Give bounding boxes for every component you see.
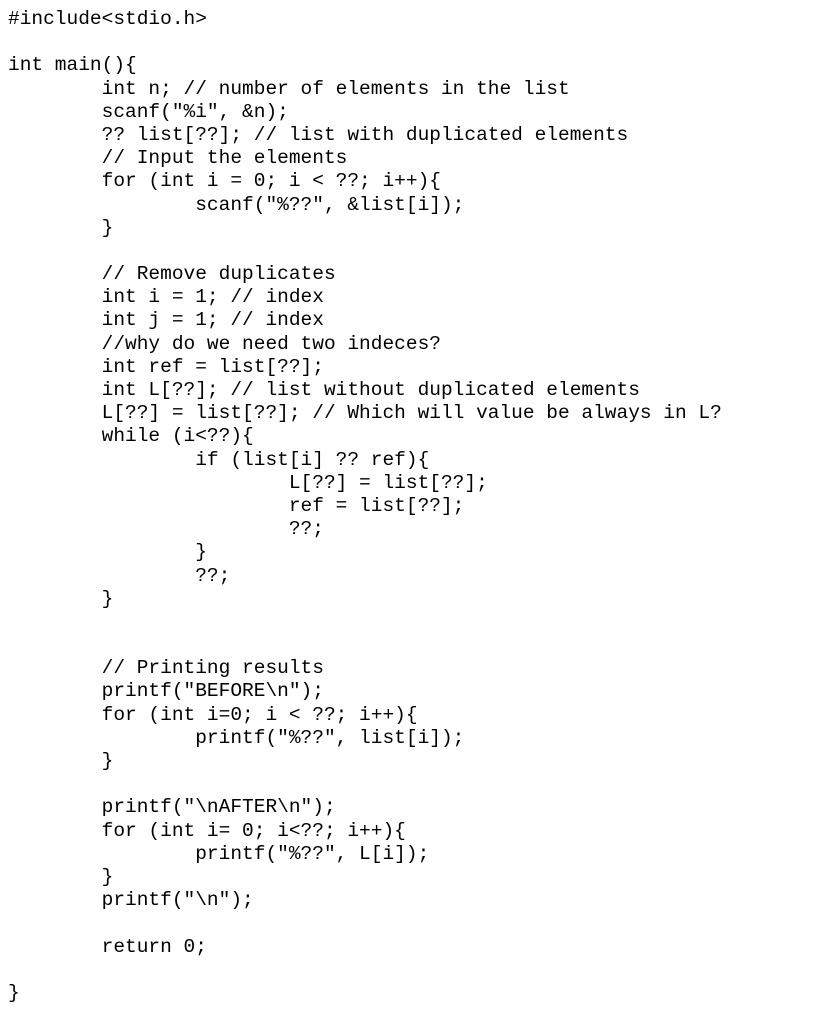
code-line xyxy=(8,959,722,982)
code-line: } xyxy=(8,216,114,239)
code-line: } xyxy=(8,981,20,1004)
code-line: printf("%??", list[i]); xyxy=(8,726,465,749)
code-line: } xyxy=(8,750,114,772)
code-listing xyxy=(8,8,722,1005)
code-line: while (i<??){ xyxy=(8,425,254,448)
code-line: #include<stdio.h> xyxy=(8,8,207,30)
code-line: ?? list[??]; // list with duplicated elements xyxy=(8,123,629,146)
code-line xyxy=(8,611,722,634)
code-line: } xyxy=(8,865,114,888)
code-line xyxy=(8,773,722,796)
code-line: // Remove duplicates xyxy=(8,263,336,286)
code-line: // Input the elements xyxy=(8,147,348,170)
code-line: int j = 1; // index xyxy=(8,309,324,332)
code-line: for (int i= 0; i<??; i++){ xyxy=(8,819,406,842)
code-line: ref = list[??]; xyxy=(8,494,465,517)
code-line: int ref = list[??]; xyxy=(8,355,324,378)
code-line: printf("\n"); xyxy=(8,889,254,912)
code-line: for (int i = 0; i < ??; i++){ xyxy=(8,170,441,193)
code-line: } xyxy=(8,541,207,564)
code-line: printf("\nAFTER\n"); xyxy=(8,796,336,819)
code-line xyxy=(8,912,722,935)
code-line: if (list[i] ?? ref){ xyxy=(8,448,430,471)
code-line: for (int i=0; i < ??; i++){ xyxy=(8,703,418,726)
code-line: int n; // number of elements in the list xyxy=(8,77,570,100)
code-line xyxy=(8,240,722,263)
code-line: printf("BEFORE\n"); xyxy=(8,680,324,703)
code-line xyxy=(8,31,722,54)
code-line: L[??] = list[??]; // Which will value be always in L? xyxy=(8,402,722,425)
code-line: ??; xyxy=(8,564,231,587)
code-line: int main(){ xyxy=(8,54,137,77)
code-line: // Printing results xyxy=(8,657,324,680)
code-line xyxy=(8,634,722,657)
code-line: ??; xyxy=(8,518,324,541)
code-line: //why do we need two indeces? xyxy=(8,332,441,355)
code-line: L[??] = list[??]; xyxy=(8,471,488,494)
code-line: scanf("%??", &list[i]); xyxy=(8,193,465,216)
code-line: return 0; xyxy=(8,935,207,958)
code-line: } xyxy=(8,587,114,610)
code-line: scanf("%i", &n); xyxy=(8,100,289,123)
code-line: int i = 1; // index xyxy=(8,286,324,309)
code-line: int L[??]; // list without duplicated elements xyxy=(8,379,640,401)
code-line: printf("%??", L[i]); xyxy=(8,842,430,865)
